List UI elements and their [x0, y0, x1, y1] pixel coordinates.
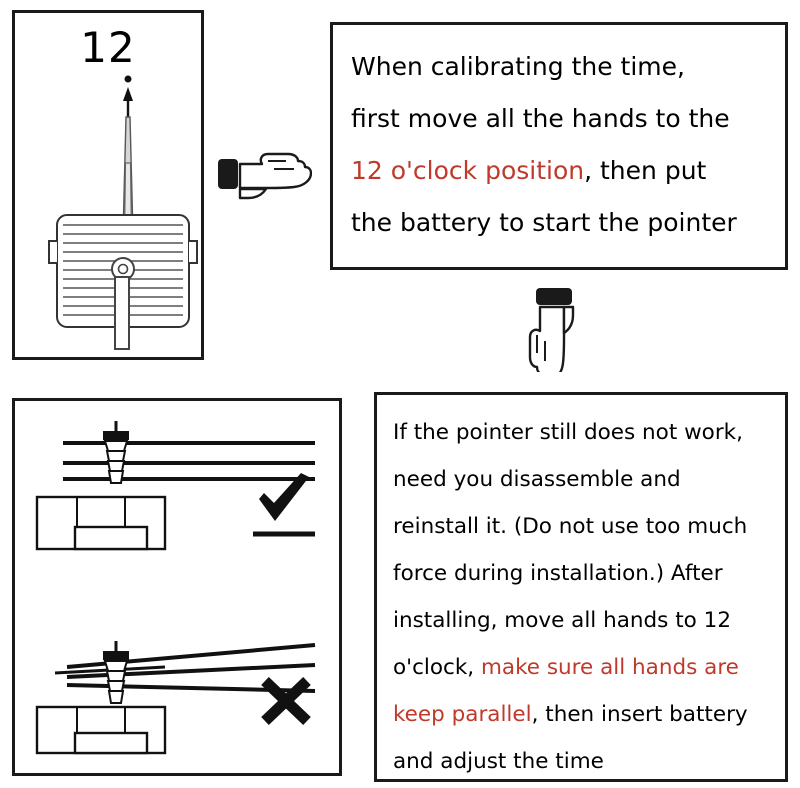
correct-example-group — [37, 421, 315, 549]
text-line: first move all the hands to the — [351, 104, 730, 133]
text-line: keep parallel, then insert battery — [393, 702, 748, 727]
hand-shaft — [115, 277, 129, 349]
pointing-hand-right-icon — [216, 142, 312, 212]
text-line: and adjust the time — [393, 749, 604, 774]
center-dot-marker — [125, 76, 132, 83]
cross-icon — [265, 681, 307, 721]
clock-movement-panel — [12, 10, 204, 360]
incorrect-example-group — [37, 641, 315, 753]
text-line: installing, move all hands to 12 — [393, 608, 731, 633]
hand-alignment-drawing — [15, 401, 339, 773]
check-icon — [253, 473, 315, 534]
text-line: If the pointer still does not work, — [393, 420, 743, 445]
text-line: o'clock, make sure all hands are — [393, 655, 739, 680]
instruction-text-top-panel — [330, 22, 788, 270]
clock-number-label: 12 — [80, 23, 136, 72]
pointing-hand-down-icon — [524, 286, 602, 372]
text-line: 12 o'clock position, then put — [351, 156, 707, 185]
hand-alignment-panel — [12, 398, 342, 776]
text-line: need you disassemble and — [393, 467, 681, 492]
text-line: force during installation.) After — [393, 561, 723, 586]
text-line: reinstall it. (Do not use too much — [393, 514, 748, 539]
text-line: When calibrating the time, — [351, 52, 685, 81]
instruction-text-bottom-panel — [374, 392, 788, 782]
text-line: the battery to start the pointer — [351, 208, 737, 237]
